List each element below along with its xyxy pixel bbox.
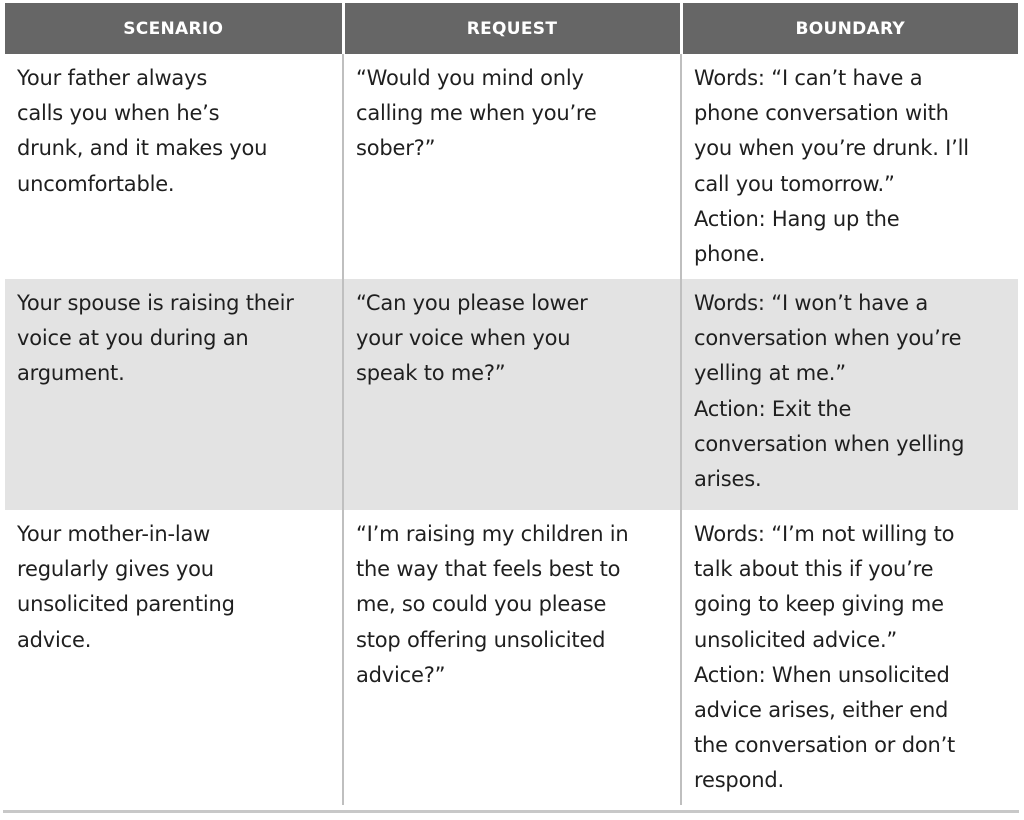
header-boundary: BOUNDARY [681,3,1018,54]
cell-text-line: phone. [694,242,766,267]
cell-text-line: arises. [694,467,762,492]
table-header-row [5,3,1018,54]
cell-boundary [681,54,1018,279]
cell-text-line: advice?” [356,662,446,687]
boundaries-table-container [5,3,1018,805]
cell-text-line: calls you when he’s [17,101,220,126]
cell-text-line: advice arises, either end [694,698,949,723]
cell-text-line: Action: Hang up the [694,206,900,231]
cell-text-line: call you tomorrow.” [694,171,895,196]
cell-scenario [5,54,343,279]
cell-text-line: Action: When unsolicited [694,662,950,687]
cell-text-line: Words: “I won’t have a [694,291,929,315]
cell-text-line: argument. [17,361,125,386]
table-row [5,54,1018,279]
cell-text-line: uncomfortable. [17,171,175,196]
cell-text-line: phone conversation with [694,101,949,126]
boundaries-table [5,3,1018,805]
table-row [5,510,1018,805]
cell-text-line: talk about this if you’re [694,557,934,582]
cell-text-line: me, so could you please [356,592,607,617]
cell-text-line: the way that feels best to [356,557,621,582]
cell-request [343,54,681,279]
cell-text-line: the conversation or don’t [694,733,956,758]
cell-text-line: regularly gives you [17,557,214,582]
table-row [5,279,1018,510]
cell-text-line: Words: “I’m not willing to [694,522,955,546]
cell-boundary [681,279,1018,510]
cell-text-line: voice at you during an [17,326,249,351]
cell-text-line: yelling at me.” [694,361,846,386]
cell-text-line: Words: “I can’t have a [694,66,923,90]
cell-text-line: unsolicited parenting [17,592,235,617]
cell-text-line: advice. [17,627,92,652]
cell-text-line: drunk, and it makes you [17,136,268,161]
cell-text-line: calling me when you’re [356,101,597,126]
header-scenario: SCENARIO [5,3,343,54]
cell-text-line: Your mother-in-law [17,522,211,546]
cell-text-line: Action: Exit the [694,396,852,421]
cell-text-line: Your father always [17,66,208,90]
header-request: REQUEST [343,3,681,54]
cell-scenario [5,279,343,510]
table-bottom-rule [3,810,1019,813]
cell-text-line: stop offering unsolicited [356,627,606,652]
cell-text-line: unsolicited advice.” [694,627,898,652]
cell-text-line: “Would you mind only [356,66,584,90]
cell-text-line: “I’m raising my children in [356,522,629,546]
cell-boundary [681,510,1018,805]
cell-text-line: speak to me?” [356,361,506,386]
cell-request [343,510,681,805]
cell-text-line: Your spouse is raising their [17,291,294,315]
cell-text-line: “Can you please lower [356,291,588,315]
cell-text-line: conversation when yelling [694,431,965,456]
cell-scenario [5,510,343,805]
cell-text-line: your voice when you [356,326,571,351]
cell-text-line: sober?” [356,136,436,161]
cell-text-line: conversation when you’re [694,326,962,351]
cell-text-line: you when you’re drunk. I’ll [694,136,969,161]
cell-text-line: going to keep giving me [694,592,944,617]
cell-text-line: respond. [694,768,784,793]
cell-request [343,279,681,510]
